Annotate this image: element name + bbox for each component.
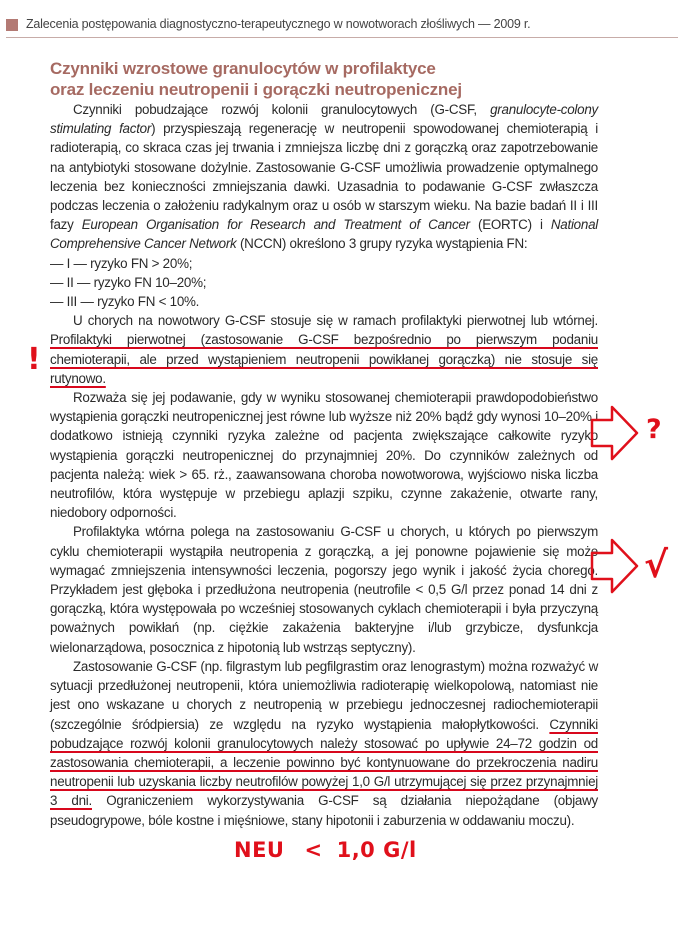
text-run: Ograniczeniem wykorzystywania G-CSF są działania niepożądane (objawy pseudogrypowe, bóle kostne i mięśniowe, stany hipotonii i zaburzenia w oddawaniu moczu). bbox=[50, 793, 598, 828]
header-divider bbox=[6, 37, 678, 38]
exclamation-mark-annotation: ! bbox=[27, 342, 41, 377]
arrow-right-icon bbox=[590, 537, 640, 595]
header-square-icon bbox=[6, 19, 18, 31]
text-run: ) przyspieszają regenerację w neutropenii spowodowanej chemioterapią i radioterapią, co skraca czas jej trwania i zmniejsza liczbę dni z gorączką oraz zapotrzebowanie na antybiotyki stosowane dożylnie. Zastosowanie G-CSF umożliwia prowadzenie optymalnego leczenia bez konieczności zmniejszania dawki. Uzasadnia to podawanie G-CSF zwłaszcza podczas leczenia o założeniu radykalnym oraz u osób w starszym wieku. Na bazie badań II i III fazy bbox=[50, 121, 598, 233]
risk-item-1: — I — ryzyko FN > 20%; bbox=[50, 255, 193, 271]
section-title bbox=[50, 58, 610, 100]
term-italic: granulocyte-colony stimulating factor bbox=[50, 102, 598, 137]
text-run: (NCCN) określono 3 grupy ryzyka wystąpienia FN: bbox=[236, 236, 528, 252]
section-title-line-1: Czynniki wzrostowe granulocytów w profilaktyce bbox=[50, 59, 436, 78]
text-run: Zastosowanie G-CSF (np. filgrastym lub pegfilgrastim oraz lenograstym) można rozważyć w sytuacji przedłużonej neutropenii, która uniemożliwia radioterapię wielkopolową, natomiast nie jest ono wskazane u chorych z neutropenią w przebiegu jednoczesnej radiochemioterapii (szczególnie śródpiersia) ze względu na ryzyko wystąpienia małopłytkowości. bbox=[50, 658, 598, 732]
check-mark-annotation: √ bbox=[644, 545, 669, 586]
header-text: Zalecenia postępowania diagnostyczno-terapeutycznego w nowotworach złośliwych — 2009 r. bbox=[26, 17, 531, 31]
less-than-icon: < bbox=[304, 838, 323, 862]
section-title-line-2: oraz leczeniu neutropenii i gorączki neutropenicznej bbox=[50, 80, 462, 99]
running-header bbox=[6, 17, 678, 37]
text-run: (EORTC) i bbox=[469, 217, 551, 233]
arrow-right-icon bbox=[590, 404, 640, 462]
text-run: U chorych na nowotwory G-CSF stosuje się w ramach profilaktyki pierwotnej lub wtórnej. bbox=[73, 313, 598, 329]
neu-value: 1,0 G/l bbox=[336, 838, 417, 862]
article-body bbox=[50, 100, 598, 830]
risk-item-3: — III — ryzyko FN < 10%. bbox=[50, 294, 200, 310]
paragraph-gcsf-usage bbox=[50, 657, 598, 830]
neu-threshold-annotation bbox=[234, 838, 417, 862]
underlined-highlight: Profilaktyki pierwotnej (zastosowanie G-CSF bezpośrednio po pierwszym podaniu chemioterapii, ale przed wystąpieniem neutropenii powikłanej gorączką) nie stosuje się rutynowo. bbox=[50, 332, 598, 386]
paragraph-gcsf-intro bbox=[50, 100, 598, 254]
neu-label: NEU bbox=[234, 838, 285, 862]
risk-item-2: — II — ryzyko FN 10–20%; bbox=[50, 274, 207, 290]
paragraph-primary-prophylaxis bbox=[50, 311, 598, 388]
text-run: Czynniki pobudzające rozwój kolonii granulocytowych (G-CSF, bbox=[73, 102, 491, 117]
org-nccn-italic: National Comprehensive Cancer Network bbox=[50, 217, 598, 252]
question-mark-annotation: ? bbox=[646, 414, 662, 445]
paragraph-indications: Rozważa się jej podawanie, gdy w wyniku stosowanej chemioterapii prawdopodobieństwo wystąpienia gorączki neutropenicznej jest równe lub wyższe niż 20% bądź gdy wynosi 10–20% i dodatkowo istnieją czynniki ryzyka zależne od pacjenta zwiększające całkowite ryzyko wystąpienia gorączki neutropenicznej do przynajmniej 20%. Do czynników zależnych od pacjenta należą: wiek > 65. rż., zaawansowana choroba nowotworowa, wyjściowo niska liczba neutrofilów, która występuje w przebiegu aplazji szpiku, czynne zakażenie, otwarte rany, niedobory odporności. bbox=[50, 390, 598, 521]
paragraph-secondary-prophylaxis: Profilaktyka wtórna polega na zastosowaniu G-CSF u chorych, u których po pierwszym cyklu chemioterapii wystąpiła neutropenia z gorączką, a jej ponowne pojawienie się może wymagać zmniejszenia intensywności leczenia, pogorszy jego wynik i jakość życia chorego. Przykładem jest głęboka i przedłużona neutropenia (neutrofile < 0,5 G/l przez ponad 14 dni z gorączką, która występowała po wcześniej stosowanych cyklach chemioterapii i była przyczyną poważnych powikłań (np. ciężkie zakażenia bakteryjne i/lub grzybicze, dysfunkcja wielonarządowa, posocznica z hipotonią lub wstrząs septyczny). bbox=[50, 524, 598, 655]
underlined-highlight: Czynniki pobudzające rozwój kolonii granulocytowych należy stosować po upływie 24–72 godzin od zastosowania chemioterapii, a leczenie powinno być kontynuowane do przekroczenia nadiru neutropenii lub uzyskania liczby neutrofilów powyżej 1,0 G/l utrzymującej się przez przynajmniej 3 dni. bbox=[50, 716, 598, 809]
org-eortc-italic: European Organisation for Research and Treatment of Cancer bbox=[81, 217, 470, 233]
